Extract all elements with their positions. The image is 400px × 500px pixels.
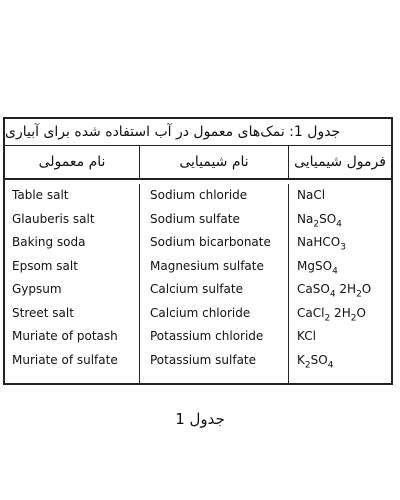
table-body [5, 180, 391, 384]
header-chemical-name: نام شیمیایی [139, 146, 289, 178]
chemical-name-cell: Sodium sulfate [150, 211, 240, 226]
header-common-name: نام معمولی [38, 154, 106, 170]
common-name-cell: Street salt [12, 305, 74, 320]
chemical-name-column [139, 184, 289, 384]
table-caption: جدول 1: نمک‌های معمول در آب استفاده شده برای آبیاری [5, 119, 391, 146]
formula-cell: CaCl$_2$ $2H_2O$ [297, 305, 366, 323]
common-name-cell: Gypsum [12, 282, 62, 296]
chemical-name-cell: Sodium bicarbonate [150, 235, 271, 249]
formula-column [289, 184, 391, 384]
chemical-name-cell: Calcium sulfate [150, 282, 243, 296]
common-name-column [5, 184, 139, 384]
salts-table [3, 117, 393, 385]
common-name-cell: Epsom salt [12, 258, 78, 273]
chemical-name-cell: Sodium chloride [150, 188, 248, 202]
formula-cell: KCl [297, 329, 316, 343]
common-name-cell: Baking soda [12, 235, 86, 249]
chemical-name-cell: Magnesium sulfate [150, 258, 264, 273]
chemical-name-cell: Potassium chloride [150, 329, 264, 343]
header-formula: فرمول شیمیایی [294, 154, 386, 170]
formula-cell: $Na_2SO_4$ [297, 211, 342, 229]
common-name-cell: Table salt [12, 188, 69, 202]
common-name-cell: Glauberis salt [12, 211, 95, 226]
common-name-cell: Muriate of sulfate [12, 352, 118, 367]
common-name-cell: Muriate of potash [12, 329, 118, 343]
chemical-name-cell: Potassium sulfate [150, 352, 257, 367]
formula-cell: NaHCO$_3$ [297, 235, 346, 253]
formula-cell: MgSO$_4$ [297, 258, 338, 276]
table-header-row [5, 146, 391, 180]
chemical-name-cell: Calcium chloride [150, 305, 251, 320]
formula-cell: NaCl [297, 188, 326, 202]
formula-cell: $K_2SO_4$ [297, 352, 334, 370]
figure-caption: جدول 1 [175, 410, 225, 428]
formula-cell: CaSO$_4$ $2H_2O$ [297, 282, 372, 300]
